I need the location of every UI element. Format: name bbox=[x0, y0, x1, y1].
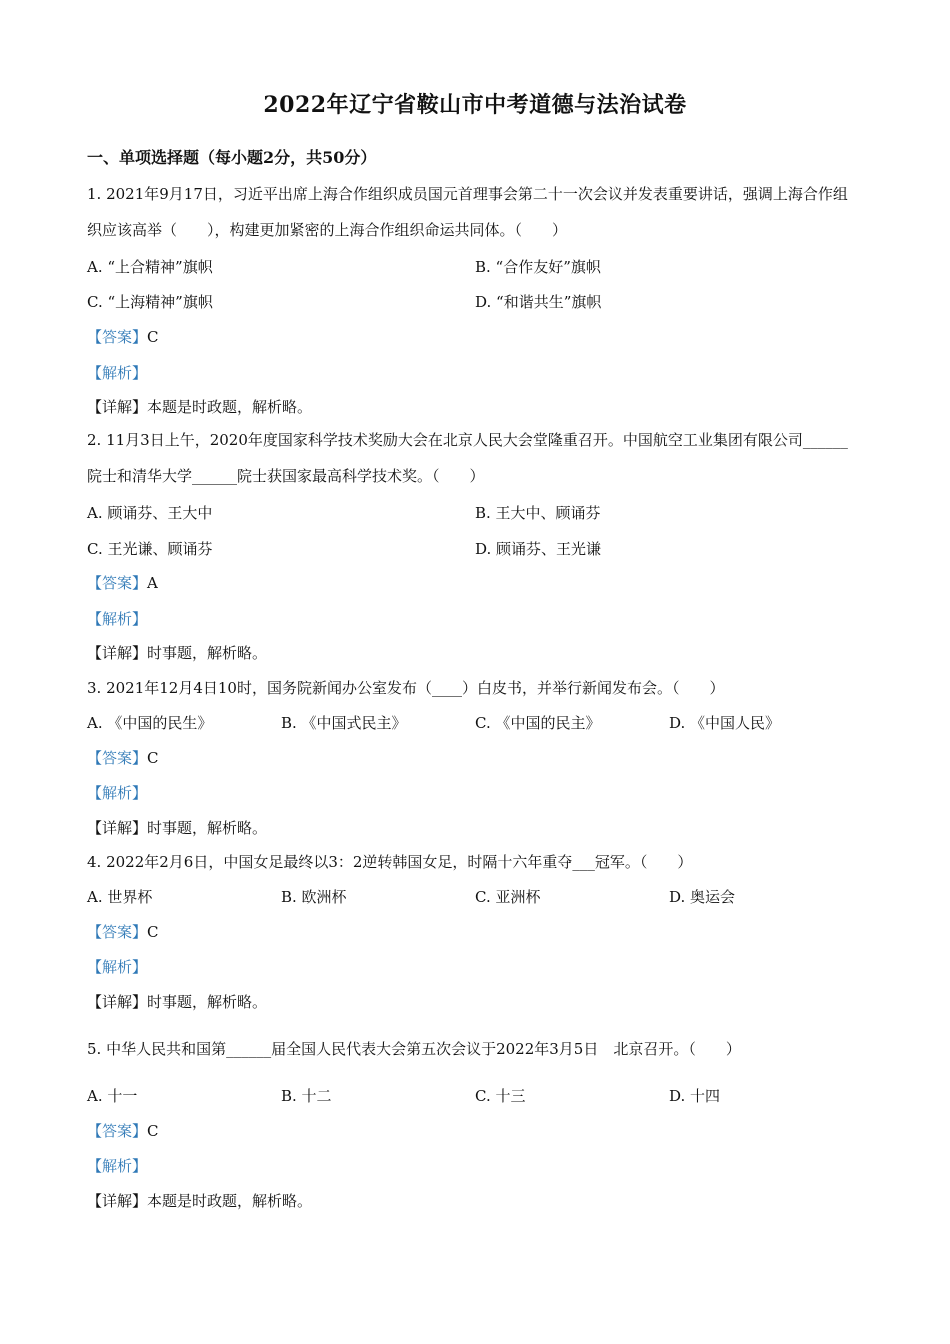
q4-option-b: B. 欧洲杯 bbox=[281, 888, 347, 906]
q3-option-b: B. 《中国式民主》 bbox=[281, 714, 407, 732]
q5-analysis-label: 【解析】 bbox=[87, 1157, 148, 1175]
q5-detail: 【详解】本题是时政题，解析略。 bbox=[87, 1192, 313, 1210]
question-4-stem: 4. 2022年2月6日，中国女足最终以3：2逆转韩国女足，时隔十六年重夺___冠军。（ ） bbox=[87, 853, 693, 871]
q2-option-a: A. 顾诵芬、王大中 bbox=[87, 504, 213, 522]
question-1-stem: 1. 2021年9月17日，习近平出席上海合作组织成员国元首理事会第二十一次会议并发表重要讲话，强调上海合作组织应该高举（ ），构建更加紧密的上海合作组织命运共同体。（ ） bbox=[87, 185, 848, 239]
q5-option-c: C. 十三 bbox=[475, 1087, 526, 1105]
q2-analysis-label: 【解析】 bbox=[87, 610, 148, 628]
q3-option-a: A. 《中国的民生》 bbox=[87, 714, 213, 732]
q5-option-d: D. 十四 bbox=[669, 1087, 721, 1105]
q2-option-d: D. 顾诵芬、王光谦 bbox=[475, 540, 602, 558]
question-2-stem: 2. 11月3日上午，2020年度国家科学技术奖励大会在北京人民大会堂隆重召开。中国航空工业集团有限公司______院士和清华大学______院士获国家最高科学技术奖。（ ） bbox=[87, 431, 848, 485]
q1-answer bbox=[87, 326, 159, 347]
q4-option-a: A. 世界杯 bbox=[87, 888, 153, 906]
answer-value: C bbox=[147, 328, 159, 346]
q3-analysis-label: 【解析】 bbox=[87, 784, 148, 802]
answer-label: 【答案】 bbox=[87, 923, 148, 941]
q4-option-d: D. 奥运会 bbox=[669, 888, 736, 906]
q1-option-d: D. “和谐共生”旗帜 bbox=[475, 293, 602, 311]
answer-value: C bbox=[147, 923, 159, 941]
q4-option-c: C. 亚洲杯 bbox=[475, 888, 541, 906]
answer-label: 【答案】 bbox=[87, 749, 148, 767]
section-heading: 一、单项选择题（每小题2分，共50分） bbox=[87, 148, 377, 167]
answer-value: A bbox=[147, 574, 158, 592]
q1-option-b: B. “合作友好”旗帜 bbox=[475, 258, 601, 276]
q4-answer bbox=[87, 921, 159, 942]
q2-option-b: B. 王大中、顾诵芬 bbox=[475, 504, 601, 522]
q5-answer bbox=[87, 1120, 159, 1141]
q5-option-a: A. 十一 bbox=[87, 1087, 138, 1105]
q3-option-c: C. 《中国的民主》 bbox=[475, 714, 601, 732]
q1-analysis-label: 【解析】 bbox=[87, 364, 148, 382]
q3-answer bbox=[87, 747, 159, 768]
q4-analysis-label: 【解析】 bbox=[87, 958, 148, 976]
answer-value: C bbox=[147, 1122, 159, 1140]
q5-option-b: B. 十二 bbox=[281, 1087, 332, 1105]
q1-option-c: C. “上海精神”旗帜 bbox=[87, 293, 213, 311]
q4-detail: 【详解】时事题，解析略。 bbox=[87, 993, 268, 1011]
q3-detail: 【详解】时事题，解析略。 bbox=[87, 819, 268, 837]
q3-option-d: D. 《中国人民》 bbox=[669, 714, 781, 732]
question-5-stem: 5. 中华人民共和国第______届全国人民代表大会第五次会议于2022年3月5日 北京召开。（ ） bbox=[87, 1040, 741, 1058]
q2-detail: 【详解】时事题，解析略。 bbox=[87, 644, 268, 662]
answer-value: C bbox=[147, 749, 159, 767]
q1-detail: 【详解】本题是时政题，解析略。 bbox=[87, 398, 313, 416]
answer-label: 【答案】 bbox=[87, 1122, 148, 1140]
answer-label: 【答案】 bbox=[87, 574, 148, 592]
q2-answer bbox=[87, 572, 158, 593]
q1-option-a: A. “上合精神”旗帜 bbox=[87, 258, 213, 276]
q2-option-c: C. 王光谦、顾诵芬 bbox=[87, 540, 213, 558]
answer-label: 【答案】 bbox=[87, 328, 148, 346]
question-3-stem: 3. 2021年12月4日10时，国务院新闻办公室发布（____）白皮书，并举行新闻发布会。（ ） bbox=[87, 679, 725, 697]
page-title: 2022年辽宁省鞍山市中考道德与法治试卷 bbox=[263, 92, 687, 118]
